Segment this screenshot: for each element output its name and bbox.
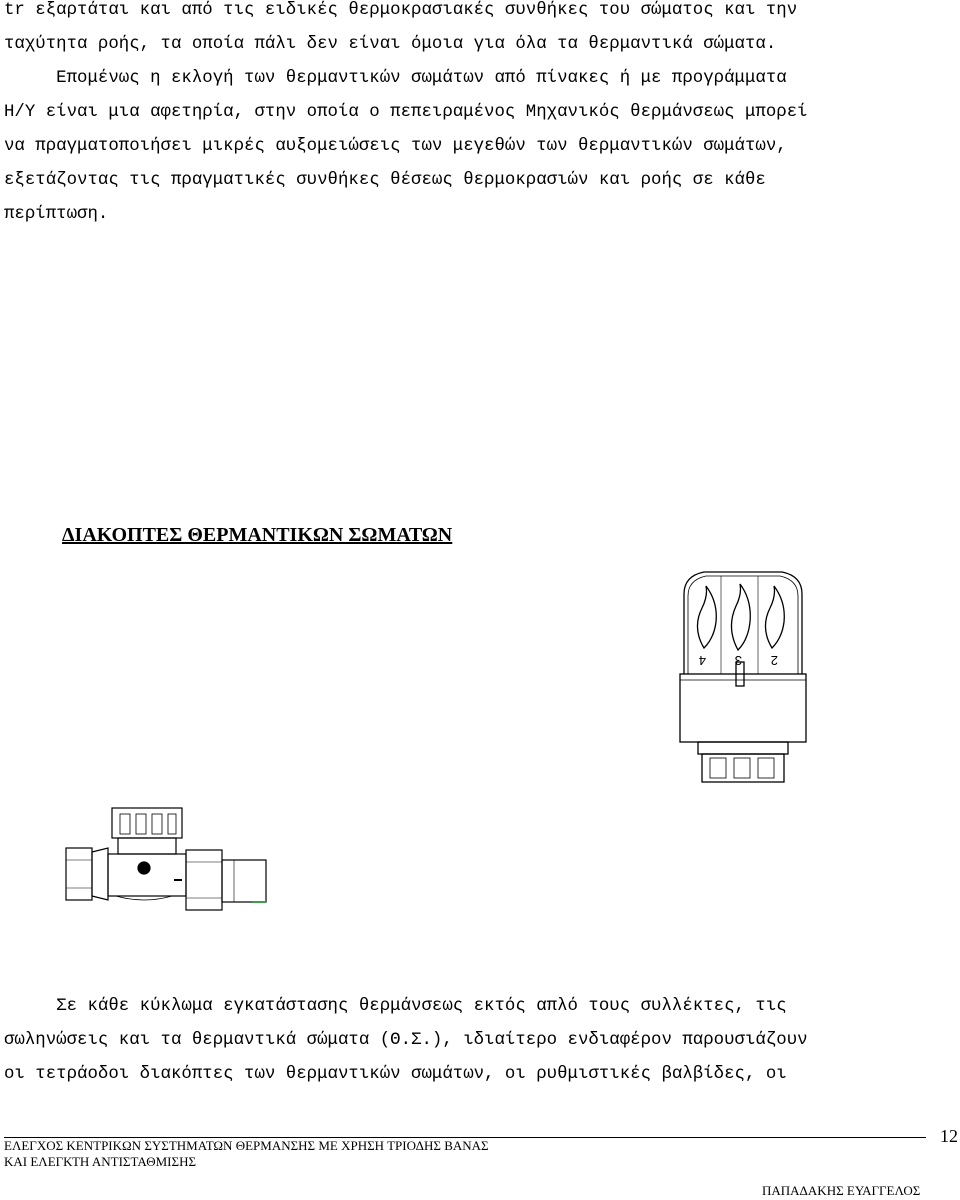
page-number: 12 (940, 1126, 958, 1146)
text-line: περίπτωση. (4, 205, 109, 224)
top-paragraph (4, 0, 956, 232)
text-line: Σε κάθε κύκλωμα εγκατάστασης θερμάνσεως εκτός απλό τους συλλέκτες, τις (4, 997, 787, 1016)
text-line: tr εξαρτάται και από τις ειδικές θερμοκρασιακές συνθήκες του σώματος και την (4, 1, 798, 20)
text-line: ταχύτητα ροής, τα οποία πάλι δεν είναι όμοια για όλα τα θερμαντικά σώματα. (4, 35, 777, 54)
text-line: σωληνώσεις και τα θερμαντικά σώματα (Θ.Σ.), ιδιαίτερο ενδιαφέρον παρουσιάζουν (4, 1031, 808, 1050)
text-line: οι τετράοδοι διακόπτες των θερμαντικών σωμάτων, οι ρυθμιστικές βαλβίδες, οι (4, 1065, 787, 1084)
dial-mark-2: 2 (770, 653, 778, 668)
text-line: να πραγματοποιήσει μικρές αυξομειώσεις των μεγεθών των θερμαντικών σωμάτων, (4, 137, 787, 156)
author-name: ΠΑΠΑΔΑΚΗΣ ΕΥΑΓΓΕΛΟΣ (762, 1183, 921, 1198)
radiator-valve-figure (64, 804, 274, 914)
thermostatic-head-figure (676, 566, 810, 788)
text-line: Επομένως η εκλογή των θερμαντικών σωμάτων από πίνακες ή με προγράμματα (4, 69, 787, 88)
bottom-paragraph (4, 990, 956, 1092)
text-line: Η/Υ είναι μια αφετηρία, στην οποία ο πεπειραμένος Μηχανικός θερμάνσεως μπορεί (4, 103, 808, 122)
text-line: εξετάζοντας τις πραγματικές συνθήκες θέσεως θερμοκρασιών και ροής σε κάθε (4, 171, 766, 190)
section-heading: ΔΙΑΚΟΠΤΕΣ ΘΕΡΜΑΝΤΙΚΩΝ ΣΩΜΑΤΩΝ (62, 524, 453, 546)
footer-title-line2: ΚΑΙ ΕΛΕΓΚΤΗ ΑΝΤΙΣΤΑΘΜΙΣΗΣ (4, 1154, 197, 1169)
dial-mark-4: 4 (698, 653, 706, 668)
footer-title-line1: ΕΛΕΓΧΟΣ ΚΕΝΤΡΙΚΩΝ ΣΥΣΤΗΜΑΤΩΝ ΘΕΡΜΑΝΣΗΣ ΜΕ ΧΡΗΣΗ ΤΡΙΟΔΗΣ ΒΑΝΑΣ (4, 1138, 489, 1153)
dial-mark-3: 3 (734, 653, 742, 668)
